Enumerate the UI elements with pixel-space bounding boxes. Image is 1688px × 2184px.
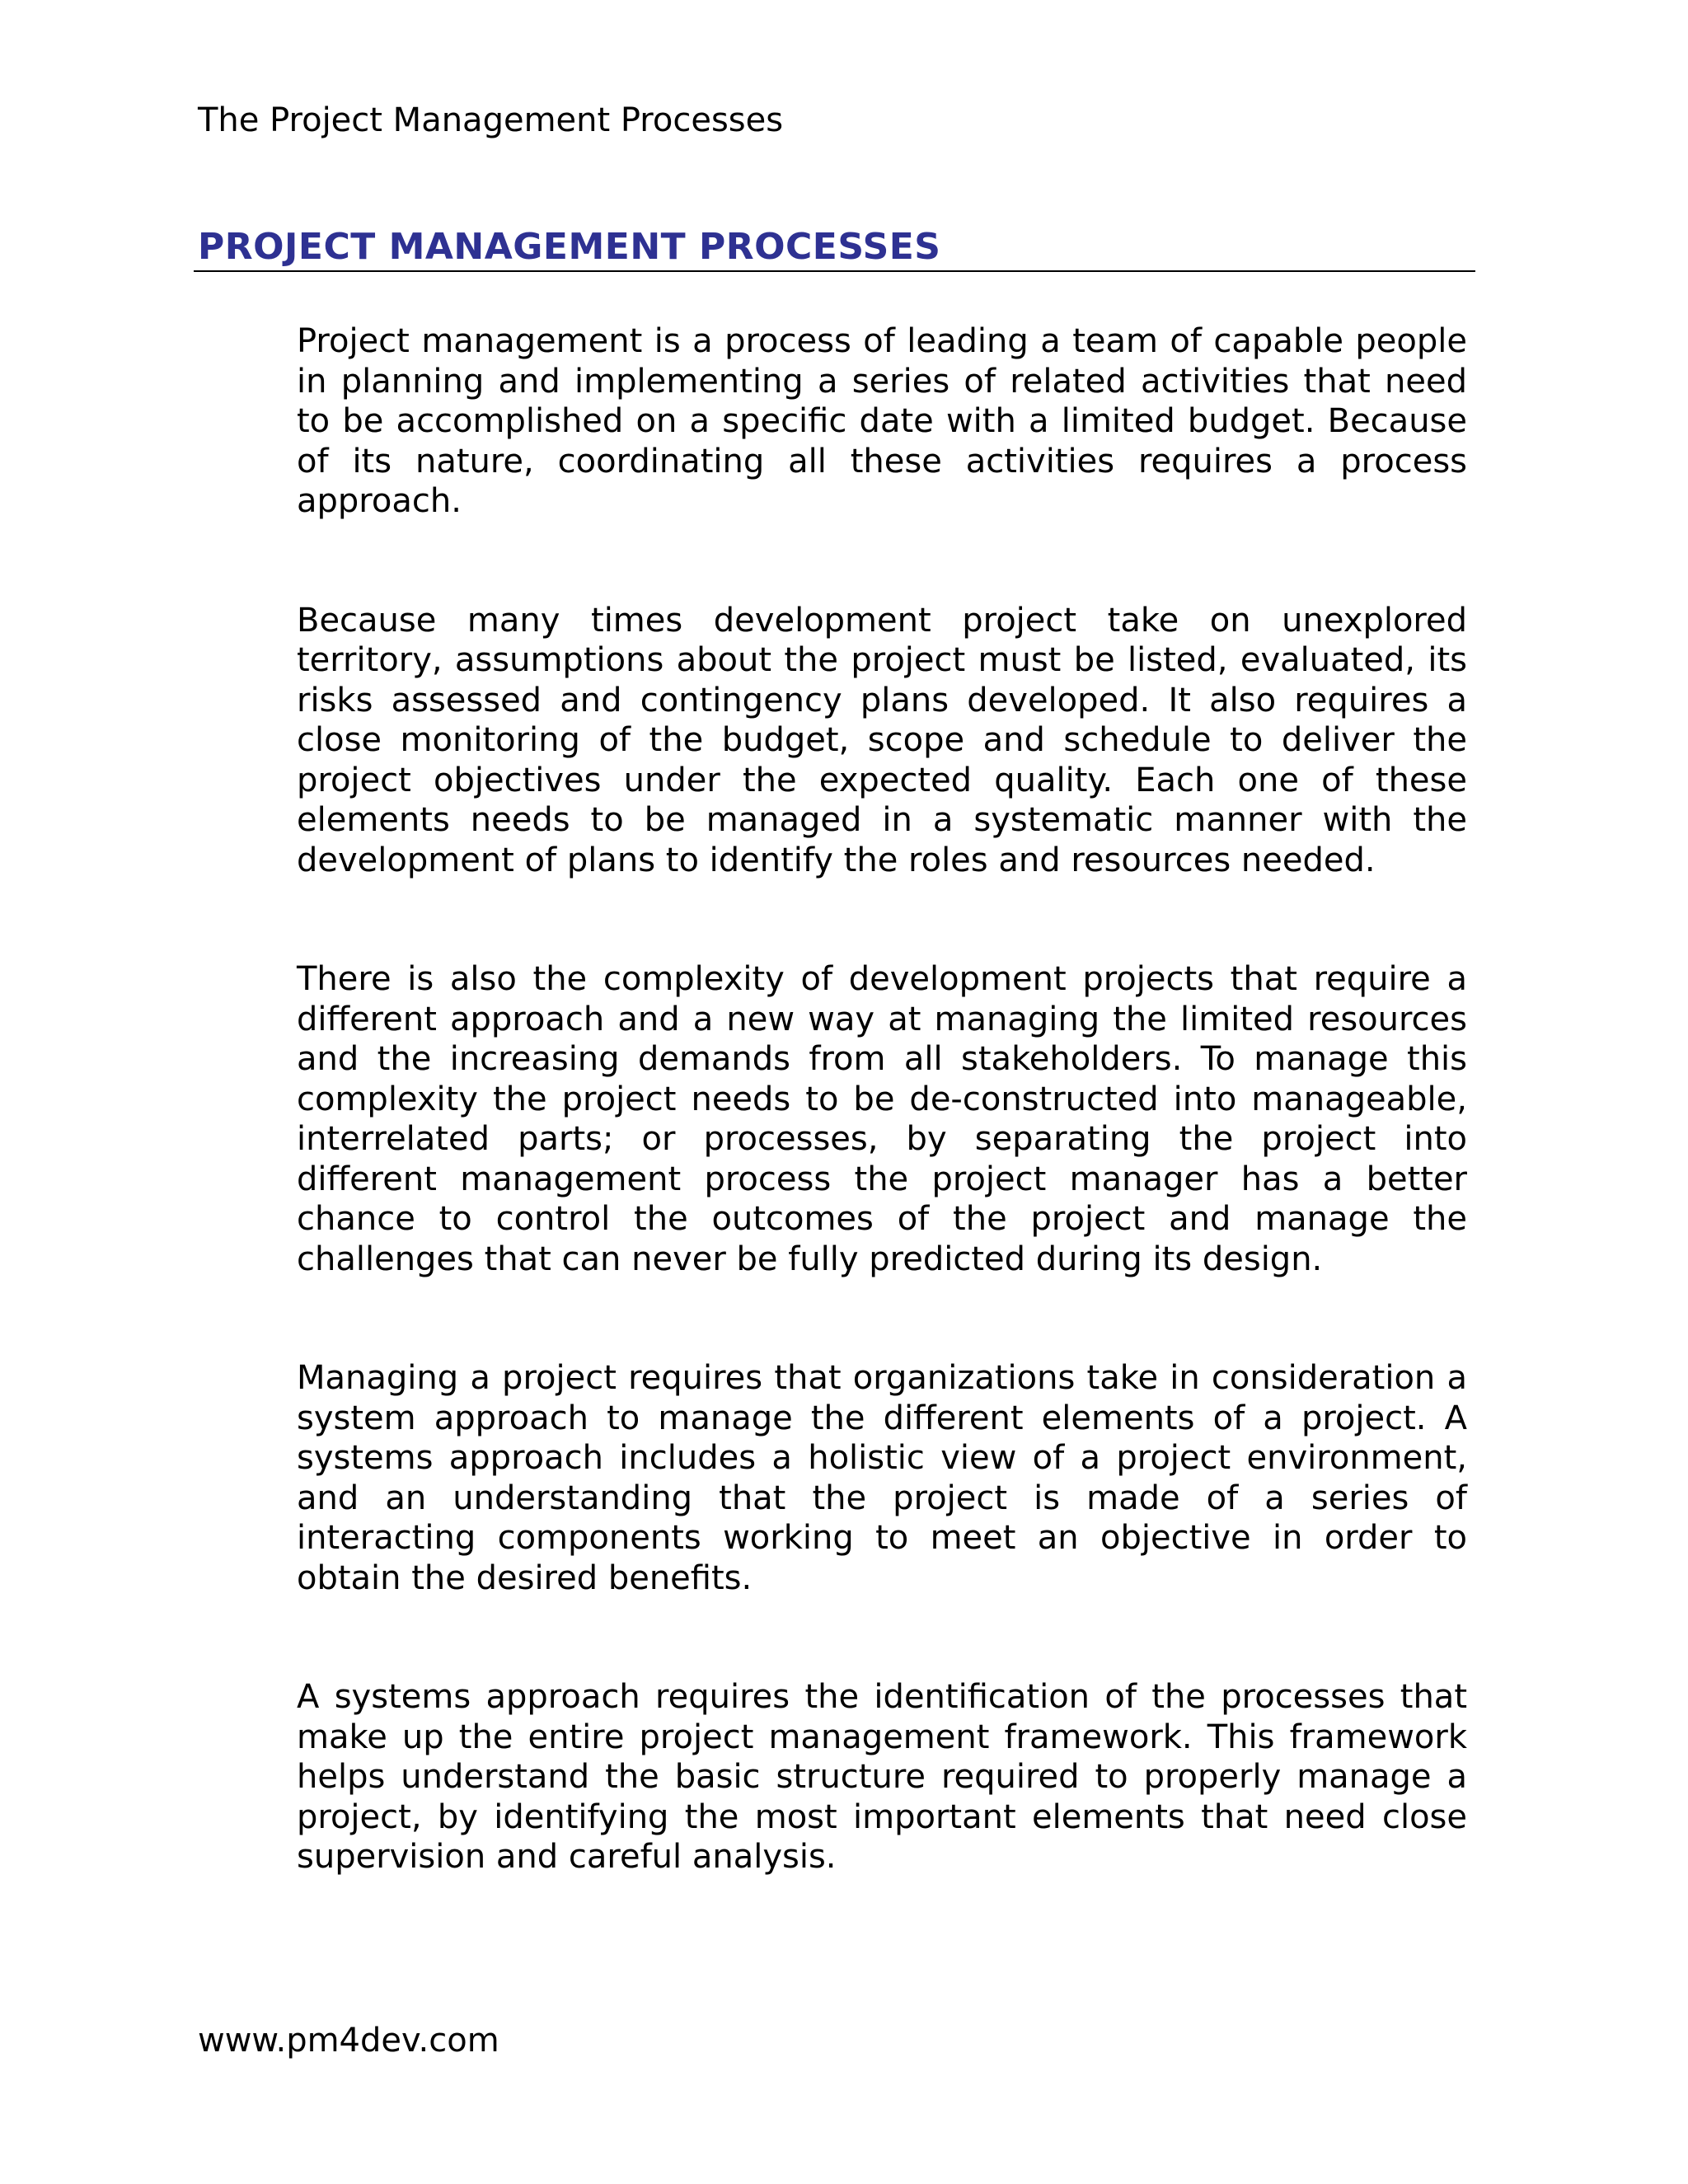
paragraph: There is also the complexity of development projects that require a different approach and a new way at managing the limited resources and the increasing demands from all stakeholders. To manage this complexity the project needs to be de-constructed into manageable, interrelated parts; or processes, by separating the project into different management process the project manager has a better chance to control the outcomes of the project and manage the challenges that can never be fully predicted during its design. [297, 960, 1467, 1278]
body-text [297, 321, 1467, 1957]
paragraph: Managing a project requires that organizations take in consideration a system approach to manage the different elements of a project. A systems approach includes a holistic view of a project environment, and an understanding that the project is made of a series of interacting components working to meet an objective in order to obtain the desired benefits. [297, 1359, 1467, 1597]
paragraph: A systems approach requires the identification of the processes that make up the entire project management framework. This framework helps understand the basic structure required to properly manage a project, by identifying the most important elements that need close supervision and careful analysis. [297, 1678, 1467, 1876]
title-underline-rule [194, 270, 1475, 272]
page-title: PROJECT MANAGEMENT PROCESSES [198, 226, 941, 268]
paragraph: Project management is a process of leading a team of capable people in planning and implementing a series of related activities that need to be accomplished on a specific date with a limited budget. Because of its nature, coordinating all these activities requires a process approach. [297, 322, 1467, 520]
running-header: The Project Management Processes [198, 101, 784, 139]
paragraph: Because many times development project take on unexplored territory, assumptions about the project must be listed, evaluated, its risks assessed and contingency plans developed. It also requires a close monitoring of the budget, scope and schedule to deliver the project objectives under the expected quality. Each one of these elements needs to be managed in a systematic manner with the development of plans to identify the roles and resources needed. [297, 601, 1467, 879]
footer-url: www.pm4dev.com [198, 2022, 499, 2060]
